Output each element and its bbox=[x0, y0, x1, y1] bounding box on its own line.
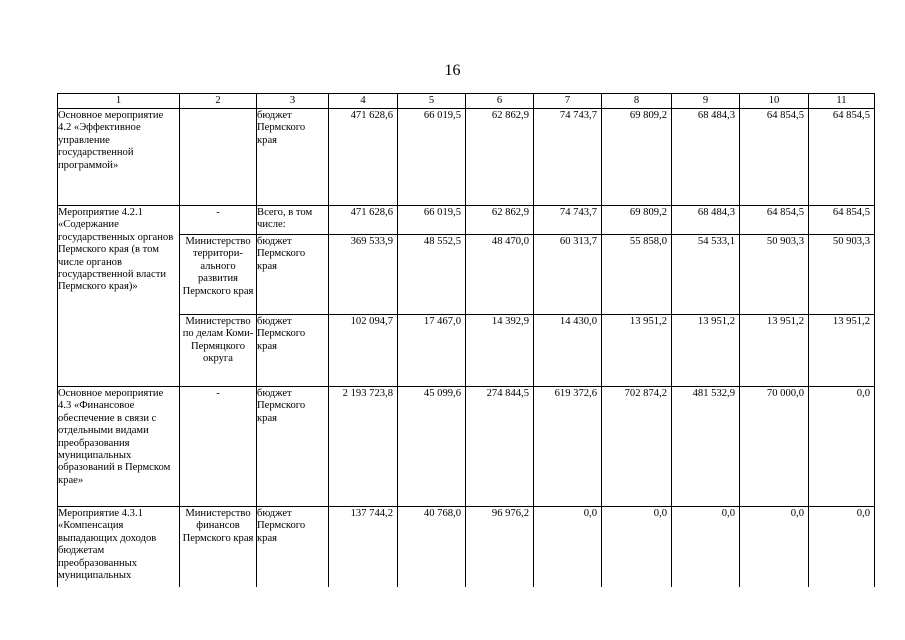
column-number: 8 bbox=[602, 94, 672, 109]
value-cell: 64 854,5 bbox=[809, 109, 875, 206]
value-cell: 369 533,9 bbox=[329, 235, 398, 315]
activity-name: Мероприятие 4.2.1 «Содержание государственных органов Пермского края (в том числе органов государственной власти Пермского края)» bbox=[58, 206, 180, 387]
value-cell: 50 903,3 bbox=[740, 235, 809, 315]
executor-cell bbox=[180, 109, 257, 206]
value-cell: 471 628,6 bbox=[329, 206, 398, 235]
column-number: 5 bbox=[398, 94, 466, 109]
value-cell: 68 484,3 bbox=[672, 109, 740, 206]
value-cell: 0,0 bbox=[602, 507, 672, 587]
table-row bbox=[58, 507, 875, 587]
executor-cell: - bbox=[180, 206, 257, 235]
column-number: 2 bbox=[180, 94, 257, 109]
column-number: 1 bbox=[58, 94, 180, 109]
value-cell: 64 854,5 bbox=[809, 206, 875, 235]
table-row bbox=[58, 109, 875, 206]
value-cell: 69 809,2 bbox=[602, 206, 672, 235]
value-cell: 68 484,3 bbox=[672, 206, 740, 235]
column-number: 11 bbox=[809, 94, 875, 109]
executor-cell: Министерство территори-ального развития Пермского края bbox=[180, 235, 257, 315]
column-number-row bbox=[58, 94, 875, 109]
table-row bbox=[58, 315, 875, 387]
value-cell: 2 193 723,8 bbox=[329, 387, 398, 507]
value-cell: 66 019,5 bbox=[398, 109, 466, 206]
value-cell: 40 768,0 bbox=[398, 507, 466, 587]
column-number: 4 bbox=[329, 94, 398, 109]
executor-cell: Министерство по делам Коми-Пермяцкого округа bbox=[180, 315, 257, 387]
activity-name: Мероприятие 4.3.1 «Компенсация выпадающих доходов бюджетам преобразованных муниципальных bbox=[58, 508, 157, 582]
value-cell: 50 903,3 bbox=[809, 235, 875, 315]
column-number: 9 bbox=[672, 94, 740, 109]
value-cell: 60 313,7 bbox=[534, 235, 602, 315]
table-row bbox=[58, 235, 875, 315]
funding-source: бюджет Пермского края bbox=[257, 315, 329, 387]
value-cell: 0,0 bbox=[809, 507, 875, 587]
column-number: 7 bbox=[534, 94, 602, 109]
activity-name: Основное мероприятие 4.2 «Эффективное управление государственной программой» bbox=[58, 109, 180, 206]
funding-source: бюджет Пермского края bbox=[257, 109, 329, 206]
value-cell: 74 743,7 bbox=[534, 206, 602, 235]
value-cell: 66 019,5 bbox=[398, 206, 466, 235]
value-cell: 62 862,9 bbox=[466, 206, 534, 235]
table-row bbox=[58, 387, 875, 507]
value-cell: 102 094,7 bbox=[329, 315, 398, 387]
funding-source: бюджет Пермского края bbox=[257, 507, 329, 587]
value-cell: 48 552,5 bbox=[398, 235, 466, 315]
page-number: 16 bbox=[444, 62, 461, 79]
executor-cell: - bbox=[180, 387, 257, 507]
column-number: 3 bbox=[257, 94, 329, 109]
value-cell: 13 951,2 bbox=[809, 315, 875, 387]
column-number: 6 bbox=[466, 94, 534, 109]
value-cell: 13 951,2 bbox=[602, 315, 672, 387]
value-cell: 471 628,6 bbox=[329, 109, 398, 206]
value-cell: 274 844,5 bbox=[466, 387, 534, 507]
value-cell: 0,0 bbox=[740, 507, 809, 587]
value-cell: 702 874,2 bbox=[602, 387, 672, 507]
value-cell: 64 854,5 bbox=[740, 109, 809, 206]
value-cell: 13 951,2 bbox=[740, 315, 809, 387]
funding-source: Всего, в том числе: bbox=[257, 206, 329, 235]
column-number: 10 bbox=[740, 94, 809, 109]
funding-source: бюджет Пермского края bbox=[257, 387, 329, 507]
value-cell: 64 854,5 bbox=[740, 206, 809, 235]
value-cell: 70 000,0 bbox=[740, 387, 809, 507]
value-cell: 69 809,2 bbox=[602, 109, 672, 206]
value-cell: 14 392,9 bbox=[466, 315, 534, 387]
value-cell: 0,0 bbox=[809, 387, 875, 507]
value-cell: 96 976,2 bbox=[466, 507, 534, 587]
table-row bbox=[58, 206, 875, 235]
value-cell: 74 743,7 bbox=[534, 109, 602, 206]
activity-name-cell bbox=[58, 507, 180, 587]
value-cell: 55 858,0 bbox=[602, 235, 672, 315]
value-cell: 0,0 bbox=[534, 507, 602, 587]
value-cell: 48 470,0 bbox=[466, 235, 534, 315]
value-cell: 45 099,6 bbox=[398, 387, 466, 507]
activity-name: Основное мероприятие 4.3 «Финансовое обеспечение в связи с отдельными видами преобразования муниципальных образований в Пермском крае» bbox=[58, 387, 180, 507]
value-cell: 481 532,9 bbox=[672, 387, 740, 507]
value-cell: 62 862,9 bbox=[466, 109, 534, 206]
value-cell: 13 951,2 bbox=[672, 315, 740, 387]
executor-cell: Министерство финансов Пермского края bbox=[180, 507, 257, 587]
value-cell: 54 533,1 bbox=[672, 235, 740, 315]
value-cell: 17 467,0 bbox=[398, 315, 466, 387]
funding-source: бюджет Пермского края bbox=[257, 235, 329, 315]
budget-table bbox=[57, 93, 875, 587]
value-cell: 14 430,0 bbox=[534, 315, 602, 387]
value-cell: 0,0 bbox=[672, 507, 740, 587]
value-cell: 137 744,2 bbox=[329, 507, 398, 587]
value-cell: 619 372,6 bbox=[534, 387, 602, 507]
